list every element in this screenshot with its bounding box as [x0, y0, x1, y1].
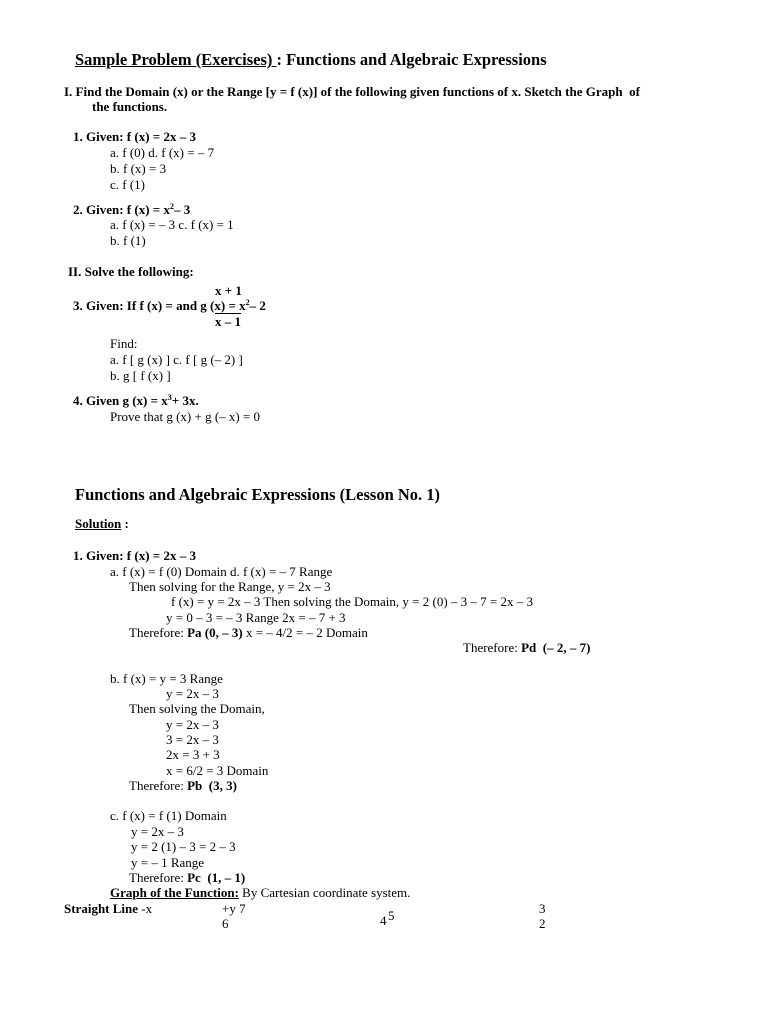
problem3-given	[73, 299, 266, 312]
graph-description: By Cartesian coordinate system.	[238, 885, 411, 900]
straight-line-row	[64, 902, 152, 915]
part1-instruction: I. Find the Domain (x) or the Range [y = f (x)] of the following given functions of x. Sketch the Graph of	[64, 84, 640, 99]
solution1-c-line3: y = 2 (1) – 3 = 2 – 3	[131, 839, 236, 854]
graph-tick-5: 5	[388, 908, 395, 923]
problem3-denominator: x – 1	[215, 314, 241, 329]
problem2-given	[73, 203, 190, 216]
graph-tick-2: 2	[539, 916, 546, 931]
problem3-item-a: a. f [ g (x) ] c. f [ g (– 2) ]	[110, 352, 243, 367]
solution1-b-line8	[129, 779, 237, 792]
solution1-c-line4: y = – 1 Range	[131, 855, 205, 870]
point-pb: Pb (3, 3)	[187, 778, 237, 793]
solution1-b-line3: Then solving the Domain,	[129, 701, 265, 716]
part1-instruction-cont: the functions.	[92, 99, 168, 114]
point-pc: Pc (1, – 1)	[187, 870, 246, 885]
solution1-b-line5: 3 = 2x – 3	[166, 732, 219, 747]
solution1-a-line2: Then solving for the Range, y = 2x – 3	[129, 579, 331, 594]
problem2-item-b: b. f (1)	[110, 233, 146, 248]
problem3-item-b: b. g [ f (x) ]	[110, 368, 171, 383]
problem1-item-b: b. f (x) = 3	[110, 161, 167, 176]
solution1-d-therefore	[463, 641, 590, 654]
problem4-given	[73, 394, 199, 407]
solution1-b-line2: y = 2x – 3	[166, 686, 219, 701]
therefore-label: Therefore:	[129, 870, 188, 885]
solution-colon: :	[121, 516, 129, 531]
solution1-b-line1: b. f (x) = y = 3 Range	[110, 671, 223, 686]
problem4-given-tail: + 3x.	[171, 393, 199, 408]
problem2-given-text: 2. Given: f (x) = x	[73, 202, 170, 217]
solution-label: Solution	[75, 516, 122, 531]
problem3-given-tail: – 2	[249, 298, 266, 313]
part2-heading: II. Solve the following:	[68, 264, 194, 279]
solution1-b-line7: x = 6/2 = 3 Domain	[166, 763, 269, 778]
solution1-a-line3: f (x) = y = 2x – 3 Then solving the Domain, y = 2 (0) – 3 – 7 = 2x – 3	[171, 594, 533, 609]
solution1-a-line1: a. f (x) = f (0) Domain d. f (x) = – 7 Range	[110, 564, 333, 579]
graph-tick-3: 3	[539, 901, 546, 916]
axis-pos-y: +y 7	[222, 901, 246, 916]
solution1-c-line2: y = 2x – 3	[131, 824, 184, 839]
problem4-given-text: 4. Given g (x) = x	[73, 393, 168, 408]
problem3-numerator: x + 1	[215, 283, 242, 298]
problem1-given: 1. Given: f (x) = 2x – 3	[73, 129, 196, 144]
problem2-given-tail: – 3	[173, 202, 191, 217]
graph-tick-4: 4	[380, 913, 387, 928]
point-pa: Pa (0, – 3)	[187, 625, 243, 640]
problem4-prove: Prove that g (x) + g (– x) = 0	[110, 409, 261, 424]
graph-label: Graph of the Function:	[110, 885, 239, 900]
solution1-a-domain: x = – 4/2 = – 2 Domain	[242, 625, 368, 640]
problem4-exponent: 3	[167, 393, 172, 402]
exercises-title-rest: : Functions and Algebraic Expressions	[276, 50, 547, 69]
graph-heading	[110, 886, 410, 899]
axis-neg-x: -x	[138, 901, 153, 916]
exercises-title-main: Sample Problem (Exercises)	[75, 50, 277, 69]
solution-heading	[75, 517, 129, 530]
solution1-c-line1: c. f (x) = f (1) Domain	[110, 808, 227, 823]
problem3-given-text: 3. Given: If f (x) = and g (x) = x	[73, 298, 246, 313]
problem2-item-a: a. f (x) = – 3 c. f (x) = 1	[110, 217, 234, 232]
solution1-b-line4: y = 2x – 3	[166, 717, 219, 732]
therefore-label: Therefore:	[129, 625, 188, 640]
solution1-a-line5	[129, 626, 368, 639]
solution1-c-line5	[129, 871, 245, 884]
lesson-title: Functions and Algebraic Expressions (Lesson No. 1)	[75, 485, 441, 504]
solution1-b-line6: 2x = 3 + 3	[166, 747, 220, 762]
problem1-item-a: a. f (0) d. f (x) = – 7	[110, 145, 215, 160]
straight-line-label: Straight Line	[64, 901, 139, 916]
graph-tick-6: 6	[222, 916, 229, 931]
solution1-a-line4: y = 0 – 3 = – 3 Range 2x = – 7 + 3	[166, 610, 346, 625]
therefore-label: Therefore:	[463, 640, 522, 655]
exercises-title	[75, 52, 547, 69]
problem3-exponent: 2	[245, 298, 250, 307]
point-pd: Pd (– 2, – 7)	[521, 640, 591, 655]
problem1-item-c: c. f (1)	[110, 177, 146, 192]
problem2-exponent: 2	[169, 202, 174, 211]
solution1-given: 1. Given: f (x) = 2x – 3	[73, 548, 196, 563]
therefore-label: Therefore:	[129, 778, 188, 793]
problem3-find: Find:	[110, 336, 138, 351]
